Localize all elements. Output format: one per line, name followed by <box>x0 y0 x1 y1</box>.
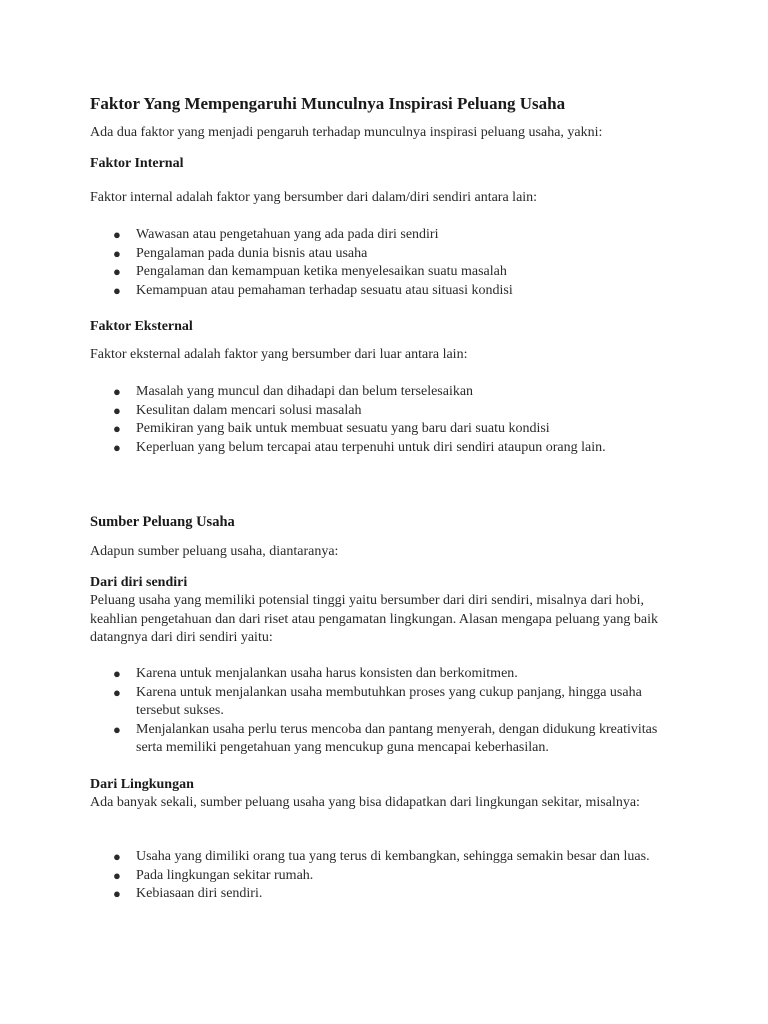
list-item: ● Kemampuan atau pemahaman terhadap sesuatu atau situasi kondisi <box>90 282 670 301</box>
lingkungan-description: Ada banyak sekali, sumber peluang usaha yang bisa didapatkan dari lingkungan sekitar, misalnya: <box>90 795 640 810</box>
section-heading-eksternal: Faktor Eksternal <box>90 319 193 334</box>
list-item: ● Masalah yang muncul dan dihadapi dan belum terselesaikan <box>90 383 670 402</box>
list-item: ● Kesulitan dalam mencari solusi masalah <box>90 402 670 421</box>
list-item: ● Pada lingkungan sekitar rumah. <box>90 867 670 886</box>
intro-paragraph: Ada dua faktor yang menjadi pengaruh terhadap munculnya inspirasi peluang usaha, yakni: <box>90 125 603 140</box>
bullet-icon: ● <box>113 384 121 399</box>
list-item: ● Karena untuk menjalankan usaha membutuhkan proses yang cukup panjang, hingga usaha tersebut sukses. <box>113 684 642 718</box>
bullet-icon: ● <box>113 886 121 901</box>
list-item: ● Kebiasaan diri sendiri. <box>90 885 670 904</box>
eksternal-description: Faktor eksternal adalah faktor yang bersumber dari luar antara lain: <box>90 347 468 362</box>
bullet-icon: ● <box>113 684 121 700</box>
sumber-intro: Adapun sumber peluang usaha, diantaranya: <box>90 544 339 559</box>
bullet-icon: ● <box>113 227 121 242</box>
list-item: ● Pengalaman pada dunia bisnis atau usaha <box>90 245 670 264</box>
bullet-icon: ● <box>113 264 121 279</box>
eksternal-list <box>90 383 670 457</box>
bullet-icon: ● <box>113 439 121 455</box>
internal-description: Faktor internal adalah faktor yang bersumber dari dalam/diri sendiri antara lain: <box>90 190 538 205</box>
list-item: ● Wawasan atau pengetahuan yang ada pada diri sendiri <box>90 226 670 245</box>
diri-description: Peluang usaha yang memiliki potensial tinggi yaitu bersumber dari diri sendiri, misalnya dari hobi, keahlian pengetahuan dan dari riset atau pengamatan lingkungan. Alasan mengapa peluang yang baik datangnya dari diri sendiri yaitu: <box>90 593 658 645</box>
list-item: ● Menjalankan usaha perlu terus mencoba dan pantang menyerah, dengan didukung kreativitas serta memiliki pengetahuan yang mencukup guna mencapai keberhasilan. <box>113 721 658 755</box>
subsection-heading-diri: Dari diri sendiri <box>90 575 188 590</box>
internal-list <box>90 226 670 300</box>
list-item: ● Pengalaman dan kemampuan ketika menyelesaikan suatu masalah <box>90 263 670 282</box>
list-item: ● Pemikiran yang baik untuk membuat sesuatu yang baru dari suatu kondisi <box>90 420 670 439</box>
bullet-icon: ● <box>113 666 121 681</box>
subsection-heading-lingkungan: Dari Lingkungan <box>90 777 194 792</box>
page-title: Faktor Yang Mempengaruhi Munculnya Inspirasi Peluang Usaha <box>90 94 566 113</box>
list-item: ● Usaha yang dimiliki orang tua yang terus di kembangkan, sehingga semakin besar dan luas. <box>90 848 670 867</box>
list-item: ● Karena untuk menjalankan usaha harus konsisten dan berkomitmen. <box>90 665 670 684</box>
list-item: ● Keperluan yang belum tercapai atau terpenuhi untuk diri sendiri ataupun orang lain. <box>90 439 670 458</box>
lingkungan-list <box>90 848 670 904</box>
bullet-icon: ● <box>113 402 121 418</box>
section-heading-internal: Faktor Internal <box>90 156 184 171</box>
bullet-icon: ● <box>113 245 121 261</box>
bullet-icon: ● <box>113 721 121 737</box>
diri-list <box>90 665 670 758</box>
bullet-icon: ● <box>113 867 121 883</box>
bullet-icon: ● <box>113 282 121 298</box>
section-heading-sumber: Sumber Peluang Usaha <box>90 514 235 530</box>
bullet-icon: ● <box>113 421 121 436</box>
bullet-icon: ● <box>113 849 121 864</box>
